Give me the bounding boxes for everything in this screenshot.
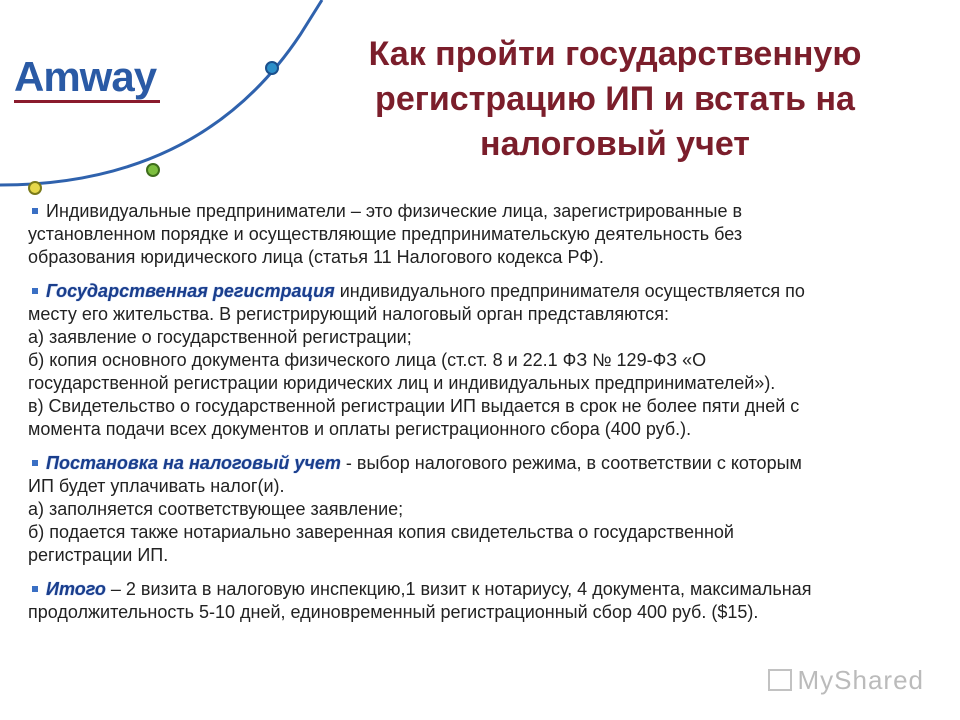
watermark — [768, 665, 925, 696]
bullet-text: а) заявление о государственной регистрации; — [28, 327, 412, 347]
arc-dot-yellow — [29, 182, 41, 194]
bullet-square-icon — [32, 586, 38, 592]
bullet-text: образования юридического лица (статья 11 Налогового кодекса РФ). — [28, 247, 604, 267]
presentation-icon — [768, 669, 792, 691]
bullet-text: индивидуального предпринимателя осуществляется по — [334, 281, 805, 301]
bullet-text: государственной регистрации юридических лиц и индивидуальных предпринимателей»). — [28, 373, 776, 393]
highlight-term: Итого — [46, 579, 106, 599]
bullet-text: регистрации ИП. — [28, 545, 169, 565]
bullet-text: б) подается также нотариально заверенная копия свидетельства о государственной — [28, 522, 734, 542]
bullet-text: – 2 визита в налоговую инспекцию,1 визит к нотариусу, 4 документа, максимальная — [105, 579, 812, 599]
bullet-text: - выбор налогового режима, в соответствии с которым — [340, 453, 802, 473]
logo-underline — [14, 100, 160, 103]
arc-dot-blue — [266, 62, 278, 74]
title-line: Как пройти государственную — [368, 35, 862, 73]
highlight-term: Постановка на налоговый учет — [46, 453, 341, 473]
slide-content — [28, 200, 948, 635]
bullet-text: Индивидуальные предприниматели – это физические лица, зарегистрированные в — [46, 201, 743, 221]
bullet-text: б) копия основного документа физического лица (ст.ст. 8 и 22.1 ФЗ № 129-ФЗ «О — [28, 350, 707, 370]
bullet-square-icon — [32, 208, 38, 214]
bullet-square-icon — [32, 288, 38, 294]
bullet-text: месту его жительства. В регистрирующий налоговый орган представляются: — [28, 304, 670, 324]
watermark-text: MyShared — [797, 665, 924, 695]
bullet-summary — [28, 578, 948, 624]
bullet-text: момента подачи всех документов и оплаты регистрационного сбора (400 руб.). — [28, 419, 692, 439]
bullet-text: ИП будет уплачивать налог(и). — [28, 476, 285, 496]
title-line: регистрацию ИП и встать на — [375, 80, 855, 118]
bullet-text: установленном порядке и осуществляющие предпринимательскую деятельность без — [28, 224, 743, 244]
bullet-text: продолжительность 5-10 дней, единовременный регистрационный сбор 400 руб. ($15). — [28, 602, 759, 622]
amway-logo: Amway — [14, 53, 157, 100]
bullet-definition — [28, 200, 948, 269]
bullet-square-icon — [32, 460, 38, 466]
slide-title — [320, 32, 910, 167]
title-line: налоговый учет — [480, 125, 750, 163]
arc-dot-green — [147, 164, 159, 176]
bullet-state-registration — [28, 280, 948, 441]
bullet-text: а) заполняется соответствующее заявление; — [28, 499, 404, 519]
bullet-text: в) Свидетельство о государственной регистрации ИП выдается в срок не более пяти дней с — [28, 396, 800, 416]
highlight-term: Государственная регистрация — [46, 281, 335, 301]
bullet-tax-registration — [28, 452, 948, 567]
